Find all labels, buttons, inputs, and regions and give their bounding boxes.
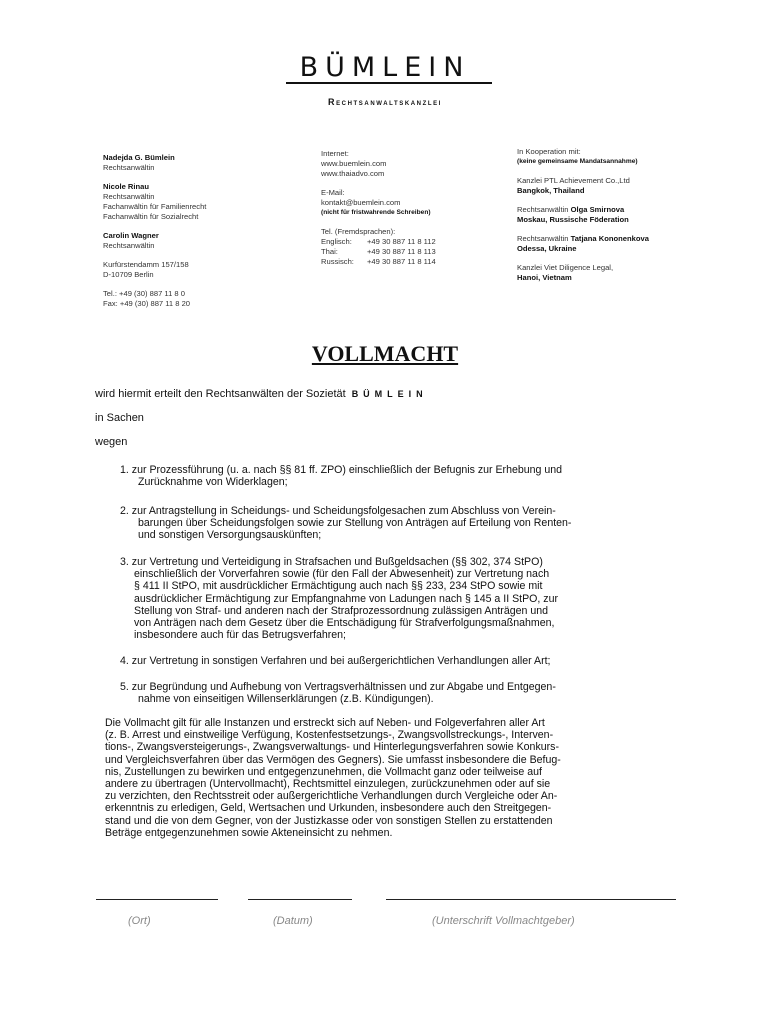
partner-lawyer: Rechtsanwältin Olga Smirnova [517, 205, 625, 214]
website-link[interactable]: www.buemlein.com [321, 159, 387, 168]
signature-label-unterschrift: (Unterschrift Vollmachtgeber) [432, 915, 575, 927]
document-title: VOLLMACHT [311, 341, 459, 366]
lawyer-name: Nicole Rinau [103, 182, 149, 191]
partner-city: Odessa, Ukraine [517, 244, 577, 253]
lawyer-role: Rechtsanwältin [103, 192, 155, 201]
firm-logo: BÜMLEIN [299, 52, 471, 83]
contact-column [321, 149, 436, 267]
tel-row-english: Englisch: +49 30 887 11 8 112 [321, 237, 436, 246]
website-link[interactable]: www.thaiadvo.com [321, 169, 385, 178]
office-fax: Fax: +49 (30) 887 11 8 20 [103, 299, 191, 308]
partner-firm: Kanzlei Viet Diligence Legal, [517, 263, 614, 272]
list-item-3: 3. zur Vertretung und Verteidigung in Strafsachen und Bußgeldsachen (§§ 302, 374 StPO) einschließlich der Vorverfahren sowie (für den Fall der Abwesenheit) zur Vertretung nach § 411 II StPO, mit ausdrücklicher Ermächtigung auch nach §§ 233, 234 StPO sowie mit ausdrücklicher Ermächtigung zur Empfangnahme von Ladungen nach § 145 a II StPO, zur Stellung von Straf- und anderen nach der Strafprozessordnung zulässigen Anträgen und von Anträgen nach dem Gesetz über die Entschädigung für Strafverfolgungsmaßnahmen, insbesondere auch für das Betrugsverfahren; [120, 556, 558, 642]
partner-lawyer: Rechtsanwältin Tatjana Kononenkova [517, 234, 649, 243]
signature-label-ort: (Ort) [128, 915, 151, 927]
email-link[interactable]: kontakt@buemlein.com [321, 198, 401, 207]
signature-label-datum: (Datum) [273, 915, 313, 927]
internet-label: Internet: [321, 149, 349, 158]
intro-firm-name: BÜMLEIN [351, 389, 428, 399]
intro-line: wird hiermit erteilt den Rechtsanwälten der Sozietät BÜMLEIN [95, 388, 428, 400]
list-item-4: 4. zur Vertretung in sonstigen Verfahren und bei außergerichtlichen Verhandlungen aller Art; [120, 655, 551, 667]
address-street: Kurfürstendamm 157/158 [103, 260, 189, 269]
scope-paragraph: Die Vollmacht gilt für alle Instanzen und erstreckt sich auf Neben- und Folgeverfahren aller Art (z. B. Arrest und einstweilige Verfügung, Kostenfestsetzungs-, Zwangsvollstreckungs-, Interven- tions-, Zwangsversteigerungs-, Zwangsverwaltungs- und Hinterlegungsverfahren sowie Konkurs- und Vergleichsverfahren über das Vermögen des Gegners). Sie umfasst insbesondere die Befug- nis, Zustellungen zu bewirken und entgegenzunehmen, die Vollmacht ganz oder teilweise auf andere zu übertragen (Untervollmacht), Rechtsmittel einzulegen, zurückzunehmen oder auf sie zu verzichten, den Rechtsstreit oder außergerichtliche Verhandlungen durch Vergleiche oder An- erkenntnis zu erledigen, Geld, Wertsachen und Urkunden, insbesondere auch den Streitgegen- stand und die von dem Gegner, von der Justizkasse oder von sonstigen Stellen zu erstattenden Beträge entgegenzunehmen sowie Akteneinsicht zu nehmen. [105, 717, 561, 839]
signature-line-unterschrift[interactable] [386, 899, 676, 900]
tel-row-russian: Russisch: +49 30 887 11 8 114 [321, 257, 436, 266]
partner-city: Bangkok, Thailand [517, 186, 585, 195]
lawyer-name: Nadejda G. Bümlein [103, 153, 175, 162]
email-label: E-Mail: [321, 188, 345, 197]
partner-firm: Kanzlei PTL Achievement Co.,Ltd [517, 176, 630, 185]
office-phone: Tel.: +49 (30) 887 11 8 0 [103, 289, 185, 298]
firm-subtitle: Rechtsanwaltskanzlei [327, 97, 443, 107]
wegen-label: wegen [95, 436, 128, 448]
logo-underline [286, 82, 492, 84]
signature-line-ort[interactable] [96, 899, 218, 900]
list-item-5: 5. zur Begründung und Aufhebung von Vertragsverhältnissen und zur Abgabe und Entgegen- nahme von einseitigen Willenserklärungen (z.B. Kündigungen). [120, 681, 556, 706]
foreign-tel-label: Tel. (Fremdsprachen): [321, 227, 396, 236]
list-item-1: 1. zur Prozessführung (u. a. nach §§ 81 ff. ZPO) einschließlich der Befugnis zur Erhebung und Zurücknahme von Widerklagen; [120, 464, 563, 489]
list-item-2: 2. zur Antragstellung in Scheidungs- und Scheidungsfolgesachen zum Abschluss von Verein- barungen über Scheidungsfolgen sowie zur Stellung von Anträgen auf Erteilung von Renten- und sonstigen Versorgungsauskünften; [120, 505, 572, 542]
email-note: (nicht für fristwahrende Schreiben) [321, 209, 431, 216]
in-sachen-label: in Sachen [95, 412, 144, 424]
lawyer-role: Fachanwältin für Sozialrecht [103, 212, 199, 221]
partner-city: Moskau, Russische Föderation [517, 215, 629, 224]
partner-city: Hanoi, Vietnam [517, 273, 572, 282]
coop-note: (keine gemeinsame Mandatsannahme) [517, 158, 638, 165]
lawyer-role: Rechtsanwältin [103, 241, 155, 250]
signature-line-datum[interactable] [248, 899, 352, 900]
lawyer-role: Fachanwältin für Familienrecht [103, 202, 207, 211]
tel-row-thai: Thai: +49 30 887 11 8 113 [321, 247, 436, 256]
cooperation-column [517, 147, 649, 283]
address-city: D-10709 Berlin [103, 270, 154, 279]
lawyer-name: Carolin Wagner [103, 231, 159, 240]
lawyer-role: Rechtsanwältin [103, 163, 155, 172]
lawyers-column [103, 153, 206, 309]
coop-label: In Kooperation mit: [517, 147, 581, 156]
